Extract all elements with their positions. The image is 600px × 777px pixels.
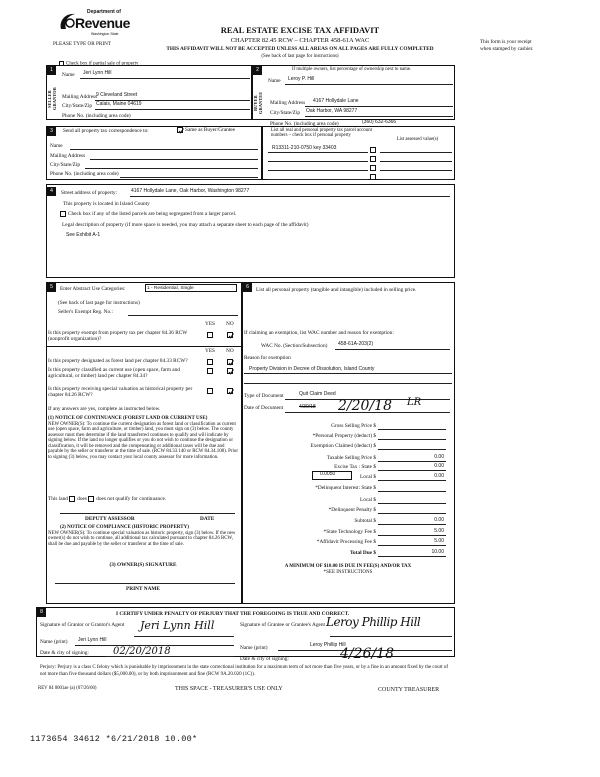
corr-city-label: City/State/Zip bbox=[50, 162, 81, 168]
assessed-values-header: List assessed value(s) bbox=[396, 137, 439, 142]
form-title: REAL ESTATE EXCISE TAX AFFIDAVIT bbox=[220, 25, 380, 35]
seller-phone-label: Phone No. (including area code) bbox=[62, 113, 131, 119]
buyer-mail-label: Mailing Address bbox=[270, 100, 306, 106]
located-in-county: This property is located in Island County bbox=[63, 201, 150, 207]
notice-1-title: (1) NOTICE OF CONTINUANCE (FOREST LAND OR CURRENT USE) bbox=[48, 416, 208, 421]
tax-row-value[interactable]: 0.00 bbox=[434, 463, 444, 469]
abstract-see-back: (See back of last page for instructions) bbox=[58, 300, 140, 306]
q-exempt: Is this property exempt from property tax per chapter 84.36 RCW (nonprofit organization)? bbox=[48, 330, 188, 343]
qualify-label: qualify for continuance. bbox=[115, 496, 167, 503]
local-rate: 0.0050 bbox=[320, 471, 336, 477]
check-icon bbox=[228, 360, 234, 366]
doc-type-label: Type of Document bbox=[244, 393, 284, 399]
section-4-box bbox=[46, 184, 455, 278]
logo-line2: Revenue bbox=[75, 15, 130, 31]
deputy-date-label: DATE bbox=[200, 516, 215, 522]
personal-property-label: List all personal property (tangible and intangible) included in selling price. bbox=[256, 287, 417, 293]
q-forest: Is this property designated as forest land per chapter 84.33 RCW? bbox=[48, 358, 188, 364]
tax-row-label: Local $ bbox=[359, 474, 376, 480]
parcel-4-checkbox[interactable] bbox=[370, 174, 376, 180]
no-header-1: NO bbox=[226, 321, 234, 327]
parcel-1[interactable]: R13311-210-0750 key 33403 bbox=[272, 145, 337, 151]
q-classified-yes[interactable] bbox=[207, 368, 213, 374]
logo-line3: Washington State bbox=[91, 32, 119, 36]
yes-header-2: YES bbox=[205, 348, 216, 354]
buyer-phone-label: Phone No. (including area code) bbox=[270, 121, 339, 127]
checkbox[interactable] bbox=[59, 61, 64, 66]
seller-side-label: SELLER GRANTOR bbox=[47, 87, 58, 111]
tax-row-label: Excise Tax : State $ bbox=[334, 464, 376, 470]
seller-city-label: City/State/Zip bbox=[62, 103, 93, 109]
grantor-name[interactable]: Jeri Lynn Hill bbox=[78, 637, 107, 643]
check-icon bbox=[178, 128, 184, 134]
q-forest-no[interactable] bbox=[227, 359, 233, 365]
section-3-number: 3 bbox=[47, 127, 56, 136]
seller-exempt-label: Seller's Exempt Reg. No.: bbox=[58, 309, 113, 315]
partial-sale-checkbox[interactable] bbox=[59, 61, 138, 67]
certify-statement: I CERTIFY UNDER PENALTY OF PERJURY THAT THE FOREGOING IS TRUE AND CORRECT. bbox=[116, 611, 350, 617]
owner-signature-label: (3) OWNER(S) SIGNATURE bbox=[109, 562, 177, 568]
tax-row-label: Total Due $ bbox=[350, 550, 376, 556]
same-as-buyer-label: Same as Buyer/Grantee bbox=[185, 127, 236, 134]
buyer-city-label: City/State/Zip bbox=[270, 110, 301, 116]
grantee-date-label: Date & city of signing: bbox=[240, 656, 289, 662]
yes-header-1: YES bbox=[205, 321, 216, 327]
minimum-due: A MINIMUM OF $10.00 IS DUE IN FEE(S) AND/OR TAX bbox=[284, 564, 412, 569]
street-address-label: Street address of property: bbox=[61, 190, 118, 196]
tax-row-label: Subtotal $ bbox=[354, 518, 376, 524]
tax-row-value[interactable]: 5.00 bbox=[434, 538, 444, 544]
grantor-sig-label: Signature of Grantor or Grantor's Agent bbox=[40, 622, 125, 628]
abstract-use-select[interactable]: 1 - Residential, Single bbox=[145, 284, 237, 292]
reason-label: Reason for exemption bbox=[244, 355, 291, 361]
reason-value[interactable]: Property Division in Decree of Dissolution, Island County bbox=[249, 366, 375, 372]
does-label: does bbox=[77, 496, 87, 503]
if-any-yes: If any answers are yes, complete as instructed below. bbox=[48, 406, 161, 412]
tax-row-value[interactable]: 0.00 bbox=[434, 473, 444, 479]
partial-sale-label: Check box if partial sale of property bbox=[66, 61, 139, 67]
buyer-side-label: BUYER GRANTEE bbox=[253, 91, 264, 115]
buyer-name-label: Name bbox=[268, 78, 281, 84]
form-number: REV 84 0001ae (a) (07/26/00) bbox=[38, 686, 97, 691]
grantor-name-label: Name (print) bbox=[40, 639, 68, 645]
check-icon bbox=[228, 369, 234, 375]
multiple-owners-note: If multiple owners, list percentage of ownership next to name. bbox=[292, 67, 412, 72]
q-classified-no[interactable] bbox=[227, 368, 233, 374]
parcels-header: List all real and personal property tax parcel account numbers – check box if personal property bbox=[271, 128, 372, 139]
q-historic-no[interactable] bbox=[227, 388, 233, 394]
buyer-phone[interactable]: (360) 632-6366 bbox=[362, 119, 397, 125]
abstract-use-label: Enter Abstract Use Categories: bbox=[60, 286, 126, 292]
segregated-label: Check box if any of the listed parcels are being segregated from a larger parcel. bbox=[68, 211, 237, 218]
parcel-2-checkbox[interactable] bbox=[370, 156, 376, 162]
deputy-assessor-label: DEPUTY ASSESSOR bbox=[85, 516, 135, 522]
does-not-label: does not bbox=[96, 496, 115, 503]
receipt-note-2: when stamped by cashier. bbox=[480, 46, 534, 52]
notice-2-title: (2) NOTICE OF COMPLIANCE (HISTORIC PROPERTY) bbox=[60, 525, 189, 530]
doc-type-value[interactable]: Quit Claim Deed bbox=[299, 391, 336, 397]
seller-city[interactable]: Calais, Maine 04619 bbox=[96, 101, 142, 107]
tax-row-value[interactable]: 5.00 bbox=[434, 528, 444, 534]
does-not-checkbox[interactable] bbox=[88, 496, 94, 502]
legal-description-label: Legal description of property (if more space is needed, you may attach a separate sheet to each page of the affidavit) bbox=[62, 222, 309, 228]
corr-phone-label: Phone No. (including area code) bbox=[50, 171, 119, 177]
q-historic: Is this property receiving special valuation as historical property per chapter 84.26 RCW? bbox=[48, 386, 193, 399]
tax-row-value[interactable]: 0.00 bbox=[434, 454, 444, 460]
street-address[interactable]: 4167 Hollydale Lane, Oak Harbor, Washington 98277 bbox=[131, 188, 250, 194]
treasurer-only: THIS SPACE - TREASURER'S USE ONLY bbox=[175, 686, 283, 692]
section-5-number: 5 bbox=[47, 283, 56, 292]
notice-2-text: NEW OWNER(S): To continue special valuation as historic property, sign (3) below. If the new owner(s) do not wish to continue, all additional tax calculated pursuant to chapter 84.26 RCW, shall be due and payable by the seller or transferor at the time of sale. bbox=[48, 531, 236, 547]
see-instructions: *SEE INSTRUCTIONS bbox=[323, 570, 373, 575]
exemption-claim-label: If claiming an exemption, list WAC number and reason for exemption: bbox=[244, 330, 394, 336]
legal-description-exhibit[interactable]: See Exhibit A-1 bbox=[66, 232, 101, 238]
does-checkbox[interactable] bbox=[69, 496, 75, 502]
grantee-name-label: Name (print) bbox=[240, 645, 268, 651]
doc-date-initials: LR bbox=[407, 397, 422, 408]
checkbox[interactable] bbox=[60, 211, 66, 217]
q-classified: Is this property classified as current use (open space, farm and agricultural, or timber) land per chapter 84.34? bbox=[48, 367, 180, 380]
seller-mail[interactable]: 9 Cleveland Street bbox=[96, 92, 138, 98]
section-1-box bbox=[46, 65, 252, 120]
grantee-date[interactable]: 4/26/18 bbox=[340, 646, 394, 662]
grantee-name[interactable]: Leroy Phillip Hill bbox=[310, 642, 346, 648]
parcel-1-checkbox[interactable] bbox=[370, 147, 376, 153]
perjury-notice: Perjury: Perjury is a class C felony which is punishable by imprisonment in the state correctional institution for a maximum term of not more than five years, or by a fine in an amount fixed by the court of not more than five thousand dollars ($5,000.00), or by both imprisonment and fine (RCW 9A.20.020 (1C)). bbox=[40, 665, 449, 677]
continuance-row bbox=[48, 496, 166, 502]
grantor-date[interactable]: 02/20/2018 bbox=[113, 646, 171, 657]
tax-row-label: *Delinquent Penalty $ bbox=[328, 507, 376, 513]
buyer-city[interactable]: Oak Harbor, WA 98277 bbox=[306, 108, 358, 114]
see-back-header: (See back of last page for instructions) bbox=[261, 54, 339, 59]
grantor-signature[interactable]: Jeri Lynn Hill bbox=[140, 619, 215, 632]
dor-logo bbox=[57, 9, 130, 42]
tax-row-label: *Delinquent Interest: State $ bbox=[315, 485, 376, 491]
seller-name[interactable]: Jeri Lynn Hill bbox=[83, 70, 112, 76]
section-6-number: 6 bbox=[243, 283, 252, 292]
q-exempt-no[interactable] bbox=[227, 332, 233, 338]
section-2-number: 2 bbox=[253, 66, 262, 75]
form-warning: THIS AFFIDAVIT WILL NOT BE ACCEPTED UNLESS ALL AREAS ON ALL PAGES ARE FULLY COMPLETED bbox=[166, 46, 434, 52]
parcel-3-checkbox[interactable] bbox=[370, 165, 376, 171]
send-correspondence-label: Send all property tax correspondence to: bbox=[63, 128, 149, 134]
form-chapter: CHAPTER 82.45 RCW – CHAPTER 458-61A WAC bbox=[230, 37, 370, 44]
tax-row-value[interactable]: 0.00 bbox=[434, 517, 444, 523]
this-land-label: This land bbox=[48, 496, 68, 503]
grantor-date-label: Date & city of signing: bbox=[40, 650, 89, 656]
q-historic-yes[interactable] bbox=[207, 388, 213, 394]
same-as-buyer-checkbox[interactable] bbox=[177, 127, 235, 133]
tax-row-label: *State Technology Fee $ bbox=[323, 529, 376, 535]
q-forest-yes[interactable] bbox=[207, 359, 213, 365]
wac-label: WAC No. (Section/Subsection) bbox=[261, 343, 328, 349]
grantee-sig-label: Signature of Grantee or Grantee's Agent bbox=[240, 622, 325, 628]
corr-mail-label: Mailing Address bbox=[50, 153, 86, 159]
q-exempt-yes[interactable] bbox=[207, 332, 213, 338]
corr-name-label: Name bbox=[50, 143, 63, 149]
section-4-number: 4 bbox=[47, 187, 56, 196]
receipt-note-1: This form is your receipt bbox=[480, 39, 532, 45]
segregated-checkbox[interactable] bbox=[60, 211, 236, 217]
tax-row-label: *Personal Property (deduct) $ bbox=[312, 433, 376, 439]
checkbox[interactable] bbox=[177, 127, 183, 133]
tax-row-label: *Affidavit Processing Fee $ bbox=[316, 539, 376, 545]
seller-mail-label: Mailing Address bbox=[62, 94, 98, 100]
logo-line1: Department of bbox=[87, 9, 121, 15]
type-or-print: PLEASE TYPE OR PRINT bbox=[53, 41, 111, 47]
buyer-name[interactable]: Leroy P. Hill bbox=[288, 76, 315, 82]
check-icon bbox=[228, 333, 234, 339]
seller-name-label: Name bbox=[62, 72, 75, 78]
no-header-2: NO bbox=[226, 348, 234, 354]
county-treasurer: COUNTY TREASURER bbox=[378, 687, 440, 693]
check-icon bbox=[228, 389, 234, 395]
tax-row-label: Exemption Claimed (deduct) $ bbox=[310, 443, 376, 449]
recording-stamp: 1173654 34612 *6/21/2018 10.00* bbox=[30, 734, 198, 744]
doc-date-label: Date of Document bbox=[244, 405, 284, 411]
tax-row-label: Gross Selling Price $ bbox=[331, 423, 376, 429]
print-name-label: PRINT NAME bbox=[126, 586, 160, 592]
tax-row-value[interactable]: 10.00 bbox=[431, 549, 444, 555]
buyer-mail[interactable]: 4167 Hollydale Lane bbox=[313, 98, 359, 104]
section-1-number: 1 bbox=[47, 66, 56, 75]
doc-date-handwritten[interactable]: 2/20/18 bbox=[338, 398, 392, 414]
tax-row-label: Local $ bbox=[359, 497, 376, 503]
doc-date-struck: 4/30/18 bbox=[299, 404, 316, 410]
tax-row-label: Taxable Selling Price $ bbox=[326, 455, 376, 461]
grantee-signature[interactable]: Leroy Phillip Hill bbox=[326, 615, 421, 629]
notice-1-text: NEW OWNER(S): To continue the current designation as forest land or classification as current use (open space, farm and agriculture, or timber) land, you must sign on (3) below. The county assessor must then determine if the land transferred continues to qualify and will indicate by signing below. If the land no longer qualifies or you do not wish to continue the designation or classification, it will be removed and the compensating or additional taxes will be due and payable by the seller or transferor at the time of sale. (RCW 84.33.140 or RCW 84.34.108). Prior to signing (3) below, you may contact your local county assessor for more information. bbox=[48, 422, 238, 460]
wac-value[interactable]: 458-61A-203(2) bbox=[338, 341, 374, 347]
section-8-number: 8 bbox=[37, 608, 46, 617]
